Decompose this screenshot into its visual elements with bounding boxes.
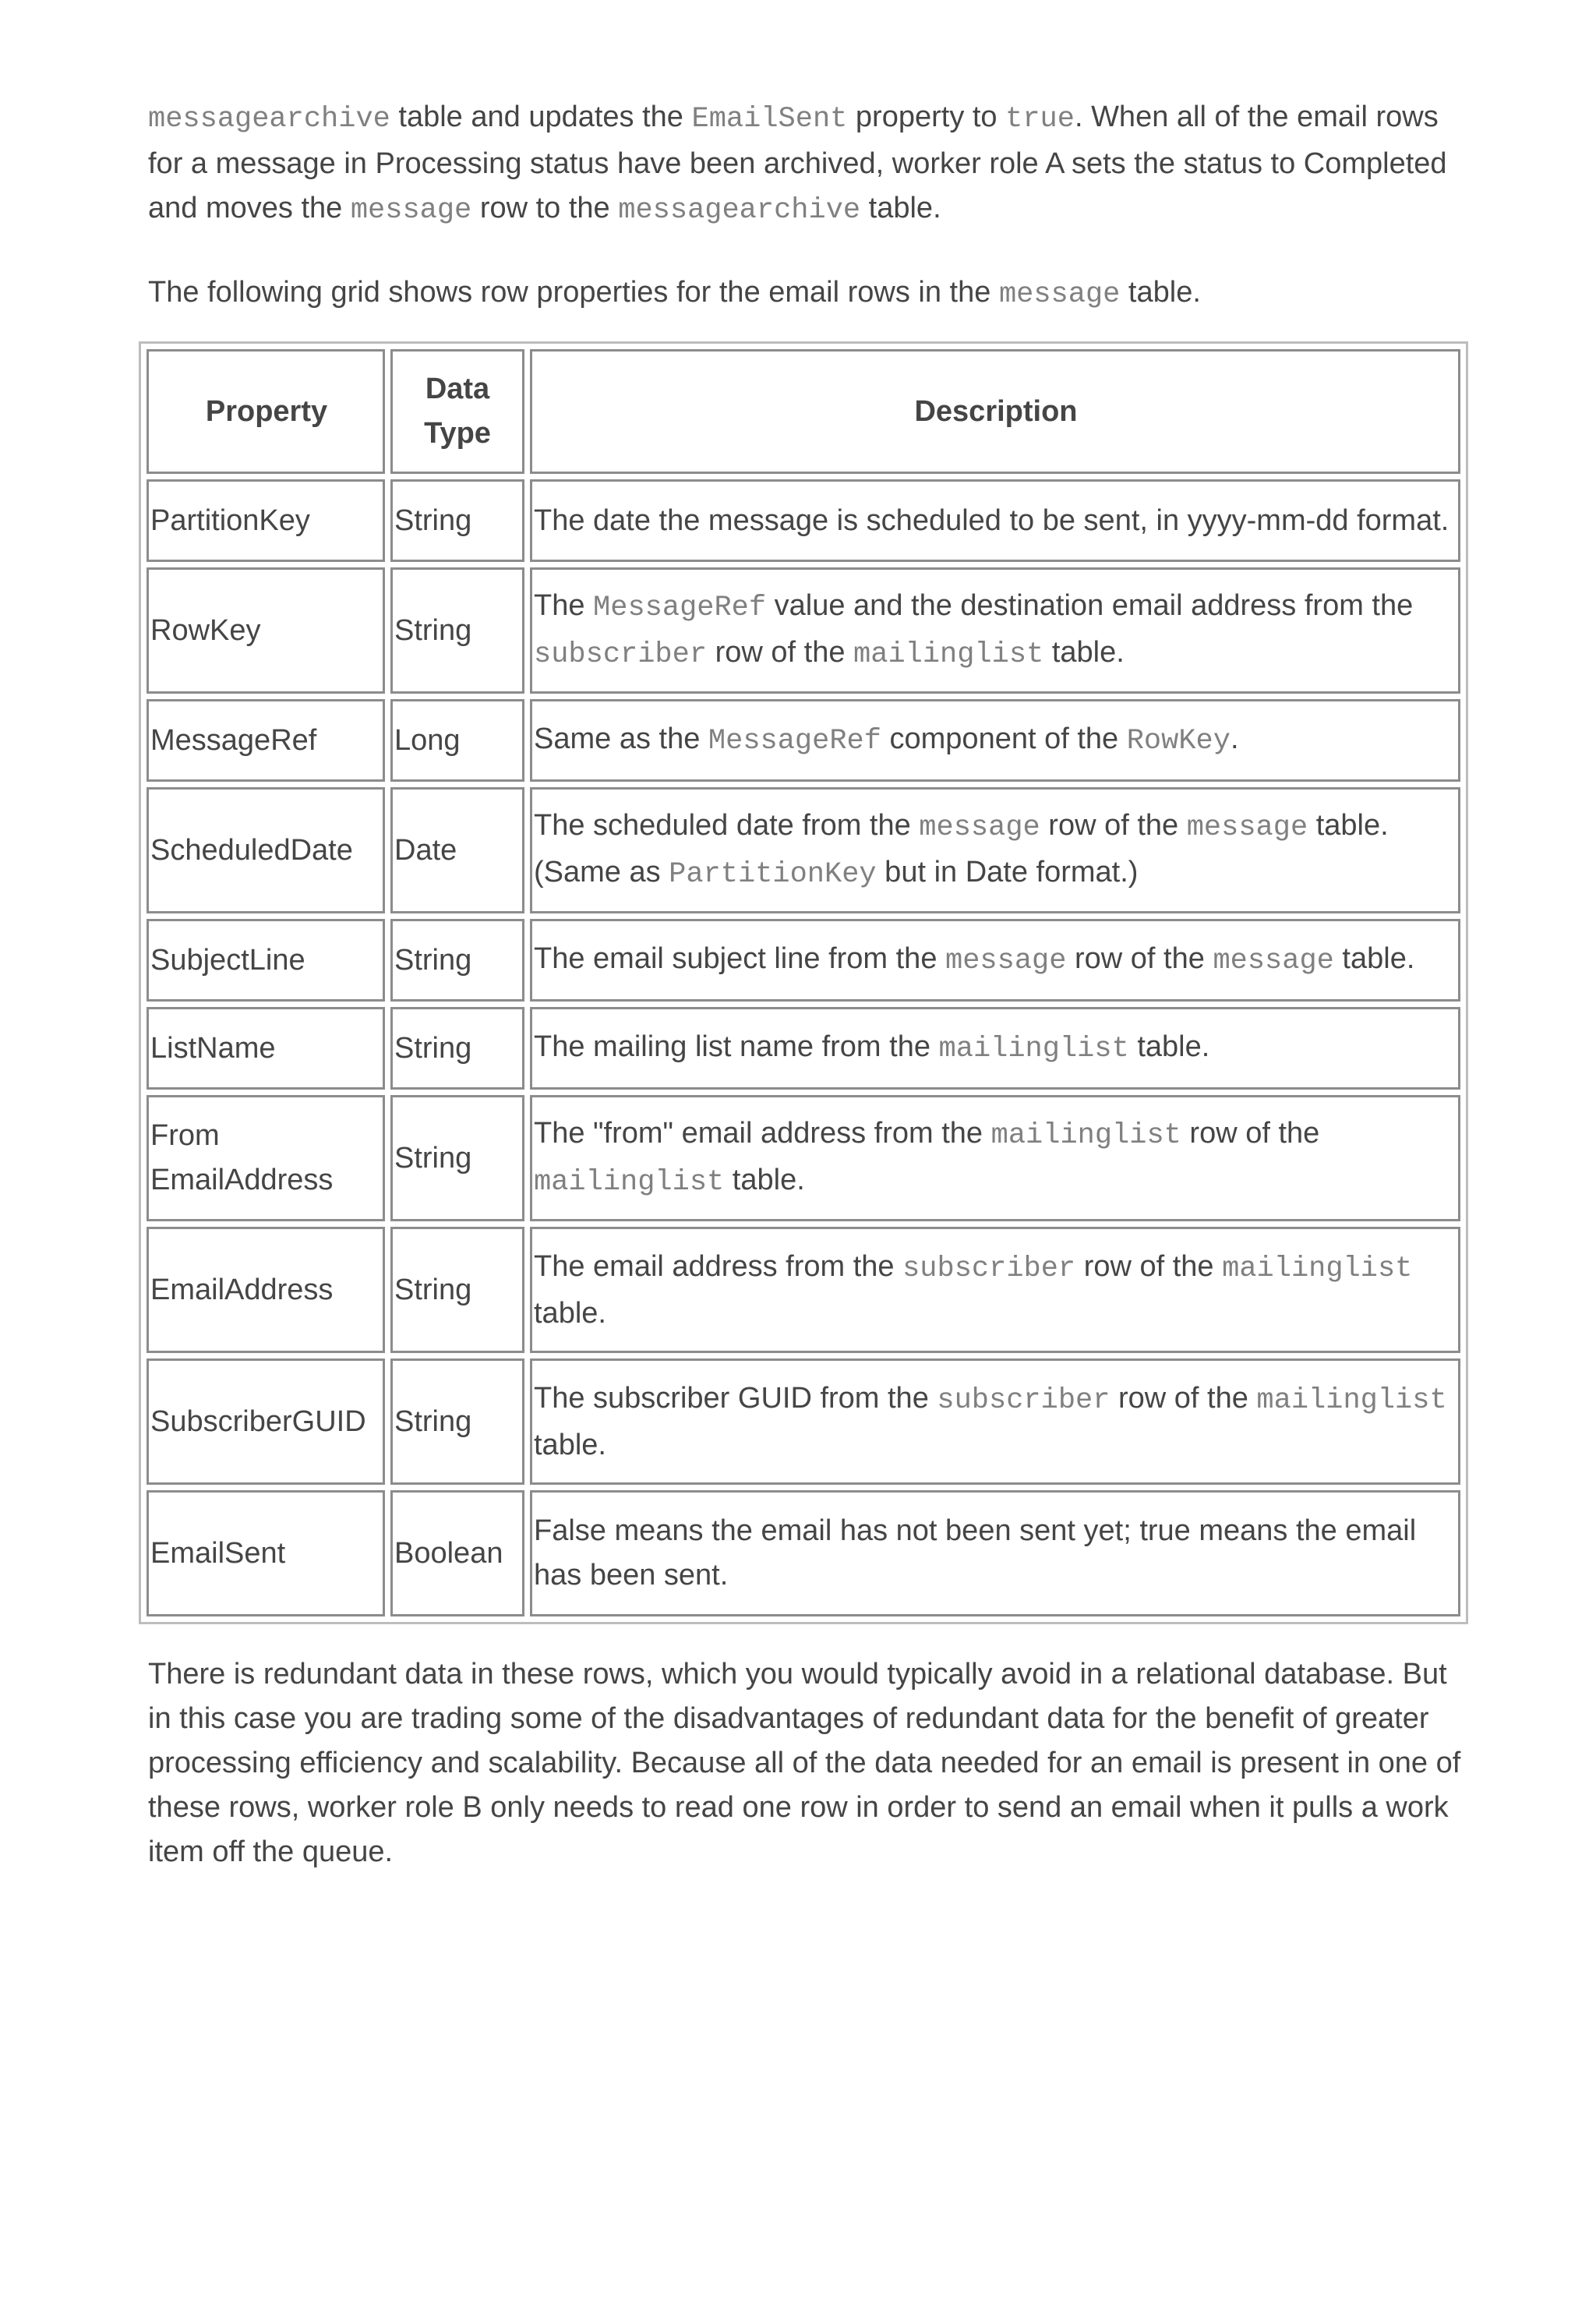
text-run: . When all of the email rows for a message in Processing status have been archived, worker role A sets the status to Completed and moves the [148,101,1447,224]
cell-description [530,787,1460,913]
text-run: . [1230,723,1239,755]
cell-description [530,1095,1460,1221]
cell-description [530,567,1460,694]
cell-property: PartitionKey [147,479,385,562]
cell-property: EmailAddress [147,1227,385,1353]
cell-data-type: Long [390,699,524,782]
text-run: The scheduled date from the [534,809,920,842]
table-row [147,567,1460,694]
table-row [147,1358,1460,1485]
inline-code: message [1213,945,1334,977]
cell-data-type: String [390,919,524,1002]
text-run: table. (Same as [534,809,1389,889]
inline-code: messagearchive [148,103,390,136]
inline-code: message [919,811,1040,844]
table-row [147,1007,1460,1090]
cell-property: EmailSent [147,1490,385,1616]
cell-data-type: String [390,567,524,694]
intro-section [148,95,1465,317]
inline-code: messagearchive [618,194,861,227]
text-run: table. [534,1428,606,1461]
cell-property: From EmailAddress [147,1095,385,1221]
text-run: row of the [1066,942,1213,975]
inline-code: mailinglist [990,1119,1181,1152]
text-run: table. [1120,276,1201,309]
inline-code: subscriber [534,638,708,671]
inline-code: RowKey [1126,725,1231,758]
cell-data-type: String [390,479,524,562]
table-row [147,699,1460,782]
cell-data-type: String [390,1007,524,1090]
cell-data-type: Date [390,787,524,913]
text-run: row of the [1181,1117,1320,1150]
cell-property: MessageRef [147,699,385,782]
text-run: False means the email has not been sent yet; true means the email has been sent. [534,1514,1417,1592]
text-run: value and the destination email address from the [766,589,1414,622]
text-run: row of the [1040,809,1187,842]
properties-table [141,344,1466,1622]
text-run: The "from" email address from the [534,1117,991,1150]
text-run: The email address from the [534,1249,903,1283]
cell-description [530,919,1460,1002]
text-run: The subscriber GUID from the [534,1381,937,1415]
properties-table-frame [139,341,1468,1624]
header-data-type: Data Type [390,349,524,474]
inline-code: MessageRef [593,592,767,624]
table-row [147,479,1460,562]
outro-section [148,1652,1465,1874]
text-run: row of the [1110,1381,1257,1415]
text-run: row of the [1075,1249,1223,1283]
text-run: row to the [471,192,619,224]
text-run: but in Date format.) [876,856,1139,889]
header-description: Description [530,349,1460,474]
table-header-row [147,349,1460,474]
header-property: Property [147,349,385,474]
text-run: property to [847,101,1006,133]
cell-data-type: String [390,1227,524,1353]
inline-code: MessageRef [708,725,881,758]
text-run: Same as the [534,723,708,755]
text-run: table and updates the [390,101,692,133]
text-run: The [534,589,594,622]
inline-code: mailinglist [1256,1383,1447,1417]
inline-code: subscriber [937,1383,1110,1417]
cell-data-type: String [390,1095,524,1221]
text-run: The following grid shows row properties for the email rows in the [148,276,999,309]
cell-description [530,1358,1460,1485]
cell-description [530,699,1460,782]
intro-paragraph-1 [148,95,1465,233]
text-run: The email subject line from the [534,942,946,975]
inline-code: message [1186,811,1308,844]
intro-paragraph-2 [148,270,1465,317]
cell-description [530,479,1460,562]
inline-code: mailinglist [1222,1252,1413,1285]
inline-code: message [350,194,472,227]
text-run: The date the message is scheduled to be sent, in yyyy-mm-dd format. [534,503,1449,537]
inline-code: message [945,945,1067,977]
inline-code: subscriber [902,1252,1076,1285]
table-row [147,1490,1460,1616]
text-run: component of the [881,723,1127,755]
table-row [147,1227,1460,1353]
cell-description [530,1227,1460,1353]
inline-code: mailinglist [534,1166,725,1199]
table-row [147,1095,1460,1221]
cell-property: SubjectLine [147,919,385,1002]
cell-property: SubscriberGUID [147,1358,385,1485]
cell-data-type: String [390,1358,524,1485]
text-run: table. [534,1296,606,1330]
text-run: table. [1043,636,1125,669]
text-run: The mailing list name from the [534,1030,939,1063]
cell-property: ListName [147,1007,385,1090]
cell-data-type: Boolean [390,1490,524,1616]
text-run: row of the [707,636,854,669]
text-run: table. [860,192,941,224]
inline-code: EmailSent [691,103,848,136]
text-run: table. [1333,942,1415,975]
table-body [147,479,1460,1616]
cell-description [530,1007,1460,1090]
text-run: table. [724,1164,805,1196]
inline-code: message [998,278,1121,311]
inline-code: mailinglist [938,1033,1129,1065]
text-run: table. [1128,1030,1210,1063]
table-row [147,787,1460,913]
table-row [147,919,1460,1002]
cell-description [530,1490,1460,1616]
inline-code: PartitionKey [669,858,877,891]
outro-paragraph: There is redundant data in these rows, which you would typically avoid in a relational database. But in this case you are trading some of the disadvantages of redundant data for the benefit of greater processing efficiency and scalability. Because all of the data needed for an email is present in one of these rows, worker role B only needs to read one row in order to send an email when it pulls a work item off the queue. [148,1658,1461,1868]
inline-code: true [1005,103,1075,136]
inline-code: mailinglist [853,638,1044,671]
cell-property: ScheduledDate [147,787,385,913]
cell-property: RowKey [147,567,385,694]
